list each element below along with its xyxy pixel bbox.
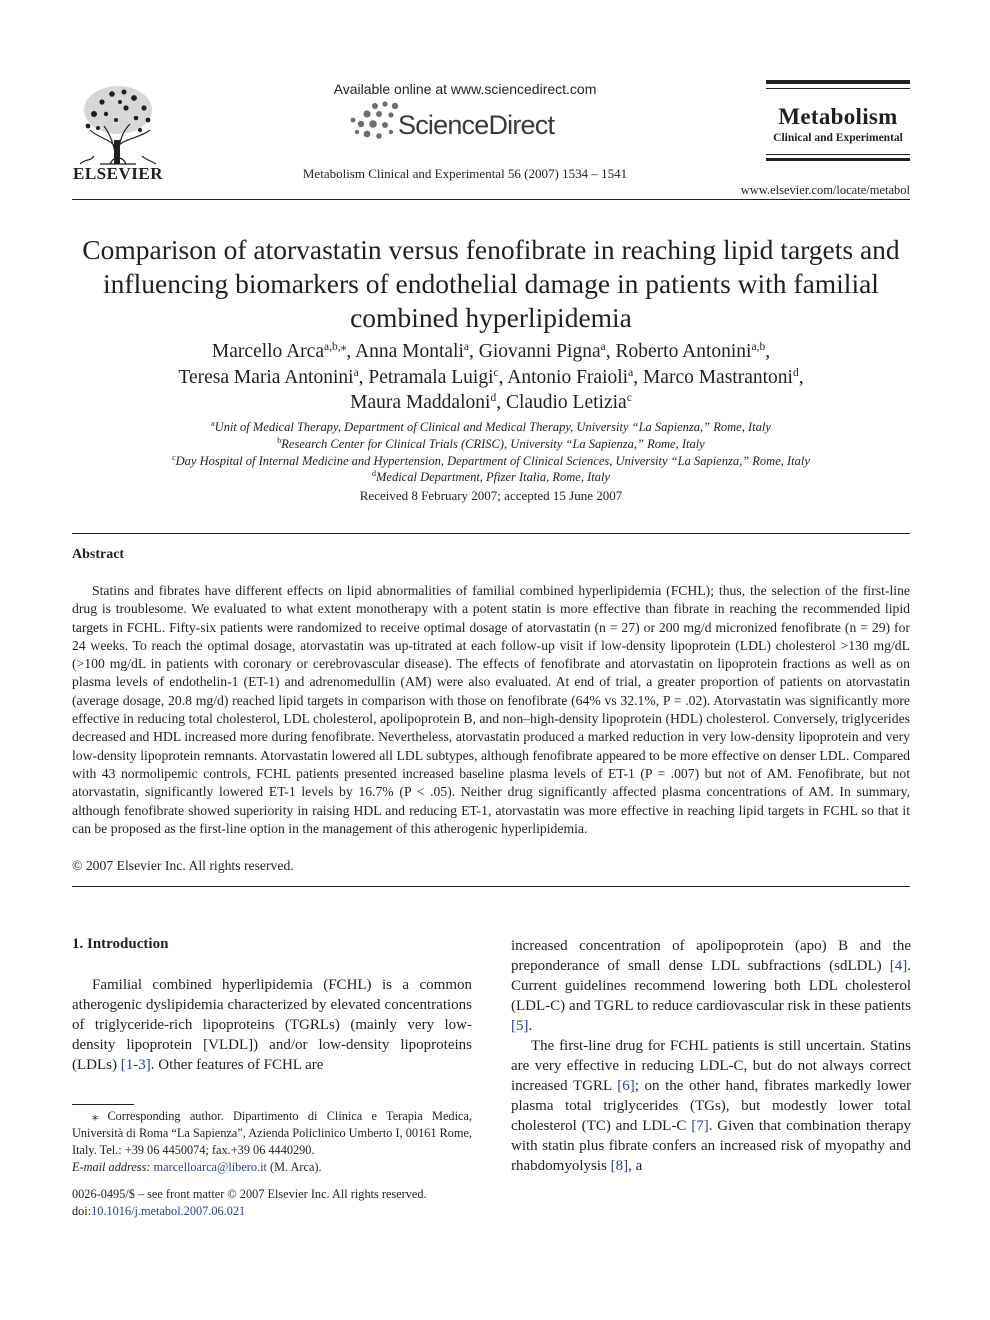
footnote-text: ⁎ Corresponding author. Dipartimento di Clinica e Terapia Medica, Università di Roma “La Sapienza”, Azienda Policlinico Umberto I, 00161 Rome, Italy. Tel.: +39 06 4450074; fax.+39 06 4440290. — [72, 1109, 472, 1157]
affiliation — [60, 419, 922, 436]
reference-link[interactable]: [5] — [511, 1018, 529, 1034]
affiliation-mark: c — [172, 453, 176, 462]
abstract-copyright: © 2007 Elsevier Inc. All rights reserved. — [72, 858, 294, 873]
author-name: Marcello Arca — [211, 341, 324, 362]
author-affil-mark: a — [463, 341, 470, 353]
abstract-body: Statins and fibrates have different effects on lipid abnormalities of familial combined hyperlipidemia (FCHL); thus, the selection of the first-line drug is troublesome. We evaluated to what extent monotherapy with a potent statin is more effective than fibrate in reaching the recommended lipid targets in FCHL. Fifty-six patients were randomized to receive optimal dosage of atorvastatin (n = 27) or 200 mg/d micronized fenofibrate (n = 29) for 24 weeks. To reach the optimal dosage, atorvastatin was up-titrated at each follow-up visit if low-density lipoprotein (LDL) cholesterol >130 mg/dL (>100 mg/dL in patients with coronary or cerebrovascular disease). The effects of fenofibrate and atorvastatin on lipoprotein fractions as well as on plasma levels of endothelin-1 (ET-1) and adrenomedullin (AM) were also evaluated. At end of trial, a greater proportion of patients on atorvastatin (average dosage, 20.8 mg/d) reached lipid targets in comparison with those on fenofibrate (64% vs 32.1%, P = .02). Atorvastatin was significantly more effective in reducing total cholesterol, LDL cholesterol, apolipoprotein B, and non–high-density lipoprotein (HDL) cholesterol. Conversely, triglycerides decreased and HDL increased more during fenofibrate. Nevertheless, atorvastatin produced a marked reduction in very low-density lipoprotein and very low-density lipoprotein remnants. Atorvastatin lowered all LDL subtypes, although fenofibrate appeared to be more effective on denser LDL. Compared with 43 normolipemic controls, FCHL patients presented increased baseline plasma levels of ET-1 (P = .007) but not of AM. Fenofibrate, but not atorvastatin, significantly lowered ET-1 levels by 16.7% (P < .05). Neither drug significantly affected plasma concentrations of AM. In summary, although fenofibrate showed superiority in raising HDL and reducing ET-1, atorvastatin was more effective in reaching lipid targets in FCHL so that it can be proposed as the first-line option in the management of this atherogenic hyperlipidemia. — [72, 583, 910, 836]
affiliation-text: Day Hospital of Internal Medicine and Hypertension, Department of Clinical Sciences, University “La Sapienza,” Rome, Italy — [175, 454, 810, 468]
issn-line: 0026-0495/$ – see front matter © 2007 Elsevier Inc. All rights reserved. — [72, 1187, 427, 1201]
email-link[interactable]: marcelloarca@libero.it — [153, 1160, 267, 1174]
sciencedirect-wordmark: ScienceDirect — [398, 110, 555, 140]
intro-paragraph — [72, 975, 472, 1075]
author-affil-mark: a,b — [751, 341, 766, 353]
affiliation-mark: b — [277, 436, 282, 445]
reference-link[interactable]: [8] — [610, 1158, 629, 1174]
doi-label: doi: — [72, 1204, 92, 1218]
affiliation — [60, 436, 922, 453]
footnote-divider — [72, 1104, 134, 1105]
masthead-rule — [766, 154, 910, 155]
author-affil-mark: d — [490, 392, 497, 404]
affiliation-text: Unit of Medical Therapy, Department of Clinical and Medical Therapy, University “La Sapienza,” Rome, Italy — [214, 420, 771, 434]
reference-link[interactable]: [1-3] — [120, 1057, 151, 1073]
author-affil-mark: a — [628, 367, 634, 379]
corresponding-author-footnote — [72, 1108, 472, 1176]
paragraph-text: . Other features of FCHL are — [150, 1057, 324, 1073]
author-separator: , — [765, 341, 771, 362]
available-online-text: Available online at www.sciencedirect.com — [333, 81, 597, 97]
affiliation-text: Research Center for Clinical Trials (CRISC), University “La Sapienza,” Rome, Italy — [281, 437, 705, 451]
author-name: , Petramala Luigi — [358, 367, 494, 388]
author-affil-mark: c — [626, 392, 632, 404]
journal-name: Metabolism — [778, 104, 898, 129]
affiliation-text: Medical Department, Pfizer Italia, Rome, Italy — [376, 470, 610, 484]
author-line — [60, 365, 922, 390]
article-title — [60, 233, 922, 335]
paragraph-text: . Current guidelines recommend lowering both LDL cholesterol (LDL-C) and TGRL to reduce cardiovascular risk in these patients — [511, 958, 911, 1014]
journal-subtitle: Clinical and Experimental — [773, 132, 903, 144]
title-line: Comparison of atorvastatin versus fenofibrate in reaching lipid targets and — [82, 234, 900, 265]
author-name: , Anna Montali — [346, 341, 464, 362]
affiliation-mark: d — [372, 469, 376, 478]
received-dates: Received 8 February 2007; accepted 15 June 2007 — [359, 488, 623, 503]
author-line — [60, 390, 922, 415]
abstract-divider-top — [72, 533, 910, 534]
title-line: influencing biomarkers of endothelial damage in patients with familial — [103, 268, 879, 299]
paragraph-text: . — [528, 1018, 533, 1034]
paragraph-text: increased concentration of apolipoprotein (apo) B and the preponderance of small dense LDL subfractions (sdLDL) — [511, 938, 911, 974]
masthead-rule — [766, 158, 910, 161]
intro-paragraph — [511, 936, 911, 1036]
author-name: , Roberto Antonini — [605, 341, 752, 362]
author-affil-mark: a,b,⁎ — [324, 341, 347, 353]
author-affil-mark: d — [792, 367, 799, 379]
journal-url-link[interactable]: www.elsevier.com/locate/metabol — [740, 183, 910, 197]
reference-link[interactable]: [6] — [617, 1078, 635, 1094]
header-divider — [72, 199, 910, 200]
author-affil-mark: c — [493, 367, 499, 379]
paragraph-text: The first-line drug for FCHL patients is still uncertain. Statins are very effective in reducing LDL-C, but do not always correct increased TGRL — [511, 1038, 911, 1094]
author-name: , Antonio Fraioli — [498, 367, 629, 388]
paragraph-text: Familial combined hyperlipidemia (FCHL) is a common atherogenic dyslipidemia characterized by elevated concentrations of triglyceride-rich lipoproteins (TGRLs) (mainly very low-density lipoprotein [VLDL]) and/or low-density lipoproteins (LDLs) — [72, 977, 472, 1073]
reference-link[interactable]: [4] — [889, 958, 908, 974]
author-name: , Giovanni Pigna — [469, 341, 601, 362]
masthead-rule — [766, 88, 910, 89]
author-name: Teresa Maria Antonini — [178, 367, 354, 388]
journal-citation: Metabolism Clinical and Experimental 56 (2007) 1534 – 1541 — [302, 166, 628, 181]
footnote-text: (M. Arca). — [266, 1160, 322, 1174]
masthead-rule — [766, 80, 910, 84]
author-affil-mark: a — [600, 341, 606, 353]
affiliation — [60, 469, 922, 486]
abstract-heading: Abstract — [72, 547, 125, 562]
email-label: E-mail address: — [72, 1160, 151, 1174]
paragraph-text: . Given that combination therapy with statin plus fibrate confers an increased risk of myopathy and rhabdomyolysis — [511, 1118, 911, 1174]
doi-line — [72, 1204, 245, 1219]
author-separator: , — [798, 367, 804, 388]
author-name: Maura Maddaloni — [350, 392, 491, 413]
affiliation — [60, 453, 922, 470]
author-name: , Claudio Letizia — [496, 392, 627, 413]
paragraph-text: ; on the other hand, fibrates markedly lower plasma total triglycerides (TGs), but modestly lower total cholesterol (TC) and LDL-C — [511, 1078, 912, 1134]
intro-paragraph — [511, 1036, 911, 1176]
affiliation-mark: a — [211, 419, 215, 428]
reference-link[interactable]: [7] — [691, 1118, 709, 1134]
abstract-divider-bottom — [72, 886, 910, 887]
paragraph-text: , a — [628, 1158, 643, 1174]
author-name: , Marco Mastrantoni — [633, 367, 793, 388]
author-affil-mark: a — [353, 367, 359, 379]
doi-link[interactable]: 10.1016/j.metabol.2007.06.021 — [91, 1204, 246, 1218]
publisher-name: ELSEVIER — [73, 164, 163, 183]
author-line — [60, 339, 922, 364]
title-line: combined hyperlipidemia — [350, 302, 632, 333]
section-heading-introduction: 1. Introduction — [72, 936, 169, 952]
